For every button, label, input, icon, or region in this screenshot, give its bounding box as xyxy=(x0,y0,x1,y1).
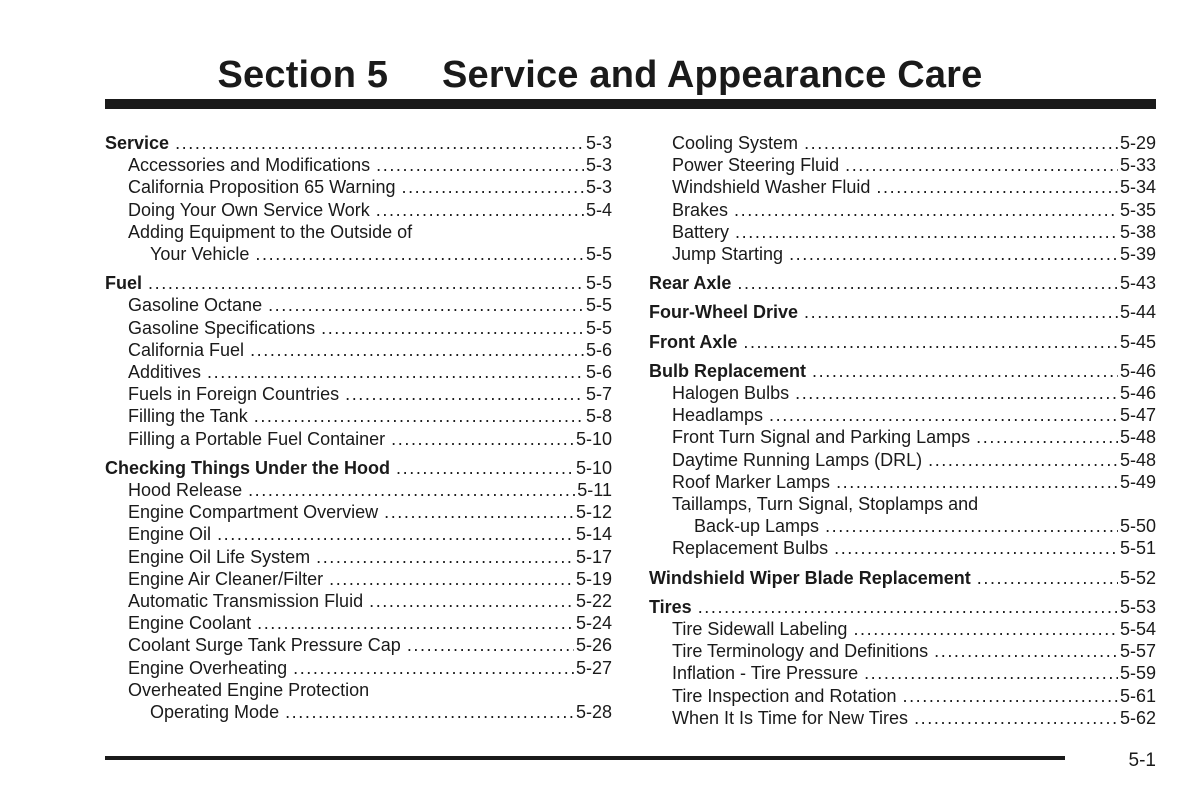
toc-entry-page: 5-24 xyxy=(575,613,612,634)
toc-entry-label: Rear Axle xyxy=(649,273,732,294)
toc-entry-label: Bulb Replacement xyxy=(649,360,807,381)
toc-section-heading[interactable] xyxy=(649,567,1156,589)
toc-entry-label: California Fuel xyxy=(128,339,245,360)
dot-leader xyxy=(268,294,584,316)
toc-entry-label: Additives xyxy=(128,362,202,383)
dot-leader xyxy=(976,426,1118,448)
toc-entry-label: Four-Wheel Drive xyxy=(649,302,799,323)
dot-leader xyxy=(255,243,584,265)
toc-item[interactable] xyxy=(649,132,1156,154)
toc-entry-label: Battery xyxy=(672,221,730,242)
toc-item[interactable] xyxy=(105,317,612,339)
dot-leader xyxy=(391,428,574,450)
toc-entry-label: Cooling System xyxy=(672,133,799,153)
toc-entry-page: 5-5 xyxy=(585,244,612,265)
toc-item[interactable] xyxy=(649,426,1156,448)
toc-entry-label: Filling a Portable Fuel Container xyxy=(128,428,386,449)
toc-entry-page: 5-46 xyxy=(1119,383,1156,404)
toc-entry-page: 5-11 xyxy=(577,480,612,501)
dot-leader xyxy=(698,596,1118,618)
page-number: 5-1 xyxy=(1128,750,1156,771)
toc-entry-label: Gasoline Specifications xyxy=(128,317,316,338)
dot-leader xyxy=(789,243,1118,265)
toc-entry-page: 5-27 xyxy=(575,657,612,678)
toc-entry-label: Front Turn Signal and Parking Lamps xyxy=(672,427,971,448)
toc-entry-label: Brakes xyxy=(672,199,729,220)
toc-entry-label: Engine Oil xyxy=(128,524,212,545)
toc-entry-page: 5-51 xyxy=(1119,538,1156,559)
toc-section-heading[interactable] xyxy=(649,301,1156,323)
dot-leader xyxy=(914,707,1118,729)
toc-item[interactable] xyxy=(649,404,1156,426)
toc-entry-page: 5-29 xyxy=(1119,133,1156,153)
toc-entry-label: Windshield Washer Fluid xyxy=(672,177,871,198)
toc-entry-page: 5-3 xyxy=(585,177,612,198)
toc-entry-label: Headlamps xyxy=(672,405,764,426)
toc-entry-label: Front Axle xyxy=(649,331,738,352)
dot-leader xyxy=(864,662,1118,684)
toc-entry-label: Operating Mode xyxy=(150,702,280,723)
dot-leader xyxy=(376,199,584,221)
toc-item[interactable] xyxy=(105,383,612,405)
toc-entry-page: 5-26 xyxy=(575,635,612,656)
toc-entry-page: 5-22 xyxy=(575,591,612,612)
toc-item[interactable] xyxy=(649,618,1156,640)
toc-entry-page: 5-48 xyxy=(1119,427,1156,448)
dot-leader xyxy=(977,567,1118,589)
toc-entry-page: 5-7 xyxy=(585,384,612,405)
toc-entry-page: 5-5 xyxy=(585,273,612,294)
toc-entry-page: 5-12 xyxy=(575,502,612,523)
toc-entry-page: 5-61 xyxy=(1119,685,1156,706)
toc-entry-page: 5-3 xyxy=(585,155,612,176)
dot-leader xyxy=(735,221,1118,243)
toc-entry-label: Overheated Engine Protection xyxy=(128,679,370,700)
toc-item[interactable] xyxy=(649,154,1156,176)
dot-leader xyxy=(329,568,574,590)
toc-entry-page: 5-47 xyxy=(1119,405,1156,426)
toc-entry-page: 5-6 xyxy=(585,362,612,383)
dot-leader xyxy=(175,132,584,154)
toc-item-continued[interactable] xyxy=(105,701,612,723)
toc-item[interactable] xyxy=(649,449,1156,471)
toc-entry-label: Service xyxy=(105,133,170,153)
toc-item[interactable] xyxy=(649,537,1156,559)
toc-entry-label: Filling the Tank xyxy=(128,406,248,427)
dot-leader xyxy=(396,457,574,479)
toc-item[interactable] xyxy=(649,221,1156,243)
toc-item[interactable] xyxy=(649,176,1156,198)
toc-item[interactable] xyxy=(105,546,612,568)
toc-entry-page: 5-53 xyxy=(1119,596,1156,617)
toc-entry-label: Inflation - Tire Pressure xyxy=(672,663,859,684)
toc-entry-label: Doing Your Own Service Work xyxy=(128,199,370,220)
toc-item-first-line[interactable] xyxy=(105,679,612,701)
toc-entry-page: 5-34 xyxy=(1119,177,1156,198)
toc-entry-page: 5-52 xyxy=(1119,567,1156,588)
toc-item-continued[interactable] xyxy=(105,243,612,265)
toc-entry-page: 5-28 xyxy=(575,702,612,723)
toc-entry-label: Daytime Running Lamps (DRL) xyxy=(672,449,923,470)
dot-leader xyxy=(876,176,1118,198)
toc-item[interactable] xyxy=(105,199,612,221)
toc-entry-page: 5-54 xyxy=(1119,619,1156,640)
toc-item-first-line[interactable] xyxy=(649,493,1156,515)
toc-entry-label: Tire Inspection and Rotation xyxy=(672,685,897,706)
toc-entry-page: 5-46 xyxy=(1119,360,1156,381)
toc-entry-label: Engine Oil Life System xyxy=(128,546,311,567)
toc-item[interactable] xyxy=(105,634,612,656)
toc-entry-page: 5-39 xyxy=(1119,244,1156,265)
toc-entry-page: 5-33 xyxy=(1119,155,1156,176)
dot-leader xyxy=(250,339,584,361)
dot-leader xyxy=(804,301,1118,323)
toc-item[interactable] xyxy=(105,568,612,590)
dot-leader xyxy=(825,515,1118,537)
toc-item[interactable] xyxy=(105,501,612,523)
toc-entry-label: Adding Equipment to the Outside of xyxy=(128,221,413,242)
dot-leader xyxy=(321,317,584,339)
dot-leader xyxy=(207,361,584,383)
dot-leader xyxy=(248,479,575,501)
toc-entry-page: 5-17 xyxy=(575,546,612,567)
toc-entry-label: Accessories and Modifications xyxy=(128,155,371,176)
toc-item[interactable] xyxy=(105,479,612,501)
toc-section-heading[interactable] xyxy=(649,360,1156,382)
toc-entry-page: 5-14 xyxy=(575,524,612,545)
dot-leader xyxy=(769,404,1118,426)
title-rule xyxy=(105,99,1156,109)
page-title: Section 5 Service and Appearance Care xyxy=(217,54,983,96)
dot-leader xyxy=(737,272,1118,294)
toc-entry-page: 5-3 xyxy=(585,133,612,153)
toc-item[interactable] xyxy=(649,685,1156,707)
toc-item[interactable] xyxy=(649,382,1156,404)
toc-entry-page: 5-35 xyxy=(1119,199,1156,220)
toc-entry-label: Engine Coolant xyxy=(128,613,252,634)
toc-section-heading[interactable] xyxy=(649,272,1156,294)
toc-entry-label: Engine Air Cleaner/Filter xyxy=(128,568,324,589)
toc-entry-label: Engine Overheating xyxy=(128,657,288,678)
toc-item[interactable] xyxy=(649,471,1156,493)
dot-leader xyxy=(148,272,584,294)
toc-item[interactable] xyxy=(105,154,612,176)
toc-entry-page: 5-10 xyxy=(575,428,612,449)
toc-section-heading[interactable] xyxy=(105,457,612,479)
toc-entry-label: Back-up Lamps xyxy=(694,516,820,537)
toc-entry-label: Tires xyxy=(649,596,692,617)
toc-entry-label: Gasoline Octane xyxy=(128,295,263,316)
toc-item[interactable] xyxy=(105,405,612,427)
dot-leader xyxy=(812,360,1118,382)
toc-entry-page: 5-50 xyxy=(1119,516,1156,537)
toc-entry-page: 5-38 xyxy=(1119,221,1156,242)
toc-item[interactable] xyxy=(649,640,1156,662)
toc-item[interactable] xyxy=(105,523,612,545)
dot-leader xyxy=(743,331,1118,353)
toc-entry-page: 5-4 xyxy=(585,199,612,220)
toc-entry-label: Replacement Bulbs xyxy=(672,538,829,559)
toc-entry-label: California Proposition 65 Warning xyxy=(128,177,396,198)
dot-leader xyxy=(369,590,574,612)
toc-item[interactable] xyxy=(105,361,612,383)
toc-entry-page: 5-8 xyxy=(585,406,612,427)
dot-leader xyxy=(217,523,574,545)
toc-item[interactable] xyxy=(105,657,612,679)
toc-item[interactable] xyxy=(649,243,1156,265)
toc-entry-label: Automatic Transmission Fluid xyxy=(128,591,364,612)
toc-item[interactable] xyxy=(649,707,1156,729)
dot-leader xyxy=(934,640,1118,662)
toc-entry-page: 5-57 xyxy=(1119,641,1156,662)
toc-entry-label: Hood Release xyxy=(128,480,243,501)
toc-item[interactable] xyxy=(105,176,612,198)
dot-leader xyxy=(401,176,584,198)
toc-entry-page: 5-10 xyxy=(575,457,612,478)
toc-item[interactable] xyxy=(649,199,1156,221)
dot-leader xyxy=(285,701,574,723)
dot-leader xyxy=(836,471,1118,493)
toc-entry-label: Coolant Surge Tank Pressure Cap xyxy=(128,635,401,656)
footer-rule xyxy=(105,756,1065,760)
toc-entry-page: 5-43 xyxy=(1119,273,1156,294)
toc-entry-label: Taillamps, Turn Signal, Stoplamps and xyxy=(672,494,979,515)
dot-leader xyxy=(845,154,1118,176)
toc-item[interactable] xyxy=(105,612,612,634)
dot-leader xyxy=(407,634,574,656)
dot-leader xyxy=(316,546,574,568)
toc-entry-label: Fuel xyxy=(105,273,143,294)
toc-entry-page: 5-19 xyxy=(575,568,612,589)
toc-entry-page: 5-45 xyxy=(1119,331,1156,352)
toc-item[interactable] xyxy=(649,662,1156,684)
toc-entry-page: 5-5 xyxy=(585,295,612,316)
dot-leader xyxy=(928,449,1118,471)
toc-entry-label: When It Is Time for New Tires xyxy=(672,707,909,728)
toc-entry-label: Fuels in Foreign Countries xyxy=(128,384,340,405)
dot-leader xyxy=(293,657,574,679)
toc-entry-label: Checking Things Under the Hood xyxy=(105,457,391,478)
toc-right-column xyxy=(649,132,1156,729)
toc-item-first-line[interactable] xyxy=(105,221,612,243)
toc-entry-label: Windshield Wiper Blade Replacement xyxy=(649,567,971,588)
toc-left-column xyxy=(105,132,612,723)
dot-leader xyxy=(834,537,1118,559)
toc-section-heading[interactable] xyxy=(649,331,1156,353)
toc-entry-page: 5-49 xyxy=(1119,471,1156,492)
toc-section-heading[interactable] xyxy=(649,596,1156,618)
dot-leader xyxy=(254,405,584,427)
toc-item-continued[interactable] xyxy=(649,515,1156,537)
toc-entry-page: 5-44 xyxy=(1119,302,1156,323)
dot-leader xyxy=(345,383,584,405)
toc-entry-label: Halogen Bulbs xyxy=(672,383,790,404)
toc-entry-page: 5-48 xyxy=(1119,449,1156,470)
toc-entry-label: Jump Starting xyxy=(672,244,784,265)
dot-leader xyxy=(257,612,574,634)
toc-entry-label: Tire Sidewall Labeling xyxy=(672,619,848,640)
toc-entry-page: 5-59 xyxy=(1119,663,1156,684)
dot-leader xyxy=(853,618,1118,640)
dot-leader xyxy=(376,154,584,176)
toc-entry-label: Tire Terminology and Definitions xyxy=(672,641,929,662)
dot-leader xyxy=(734,199,1118,221)
toc-entry-label: Power Steering Fluid xyxy=(672,155,840,176)
dot-leader xyxy=(795,382,1118,404)
toc-entry-label: Engine Compartment Overview xyxy=(128,502,379,523)
dot-leader xyxy=(804,132,1118,154)
toc-entry-page: 5-62 xyxy=(1119,707,1156,728)
toc-entry-label: Roof Marker Lamps xyxy=(672,471,831,492)
dot-leader xyxy=(384,501,574,523)
toc-item[interactable] xyxy=(105,428,612,450)
toc-entry-page: 5-6 xyxy=(585,339,612,360)
toc-item[interactable] xyxy=(105,590,612,612)
toc-item[interactable] xyxy=(105,339,612,361)
toc-entry-page: 5-5 xyxy=(585,317,612,338)
toc-entry-label: Your Vehicle xyxy=(150,244,250,265)
toc-item[interactable] xyxy=(105,294,612,316)
toc-section-heading[interactable] xyxy=(105,272,612,294)
toc-section-heading[interactable] xyxy=(105,132,612,154)
dot-leader xyxy=(902,685,1118,707)
